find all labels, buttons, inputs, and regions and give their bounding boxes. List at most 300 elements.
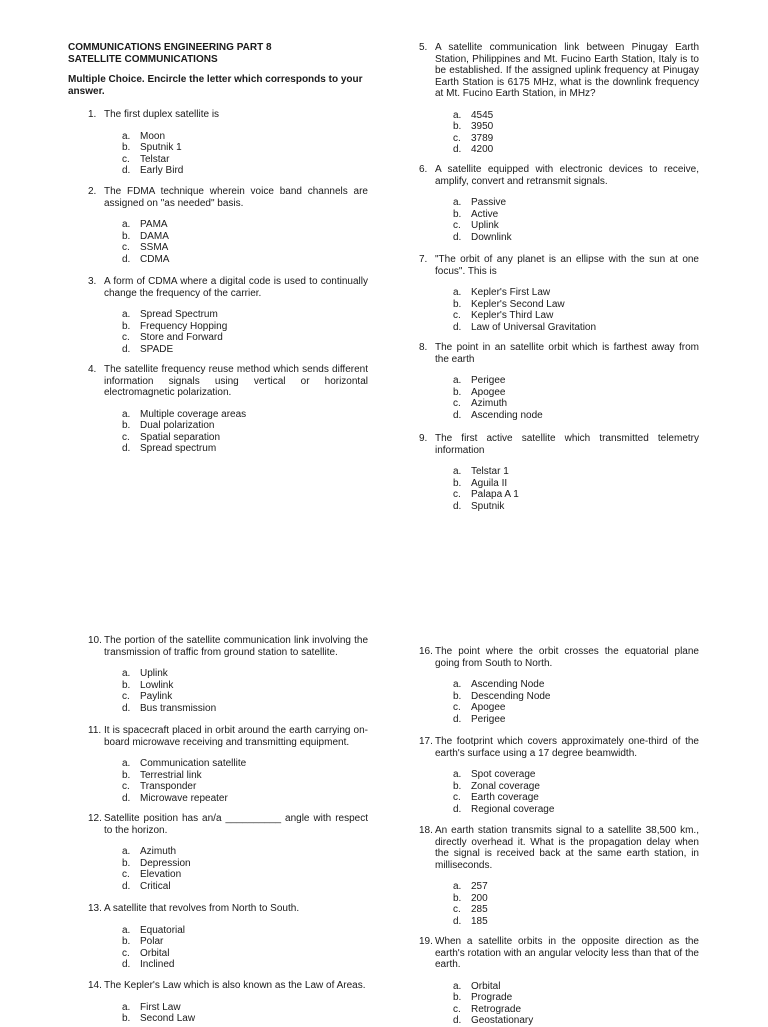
answer-option[interactable]	[122, 409, 368, 421]
question-text: It is spacecraft placed in orbit around the earth carrying on-board microwave receiving and transmitting equipment.	[104, 725, 368, 748]
answer-option[interactable]	[453, 916, 699, 928]
answer-option[interactable]	[453, 792, 699, 804]
answer-options	[453, 881, 699, 927]
option-text: 285	[471, 904, 488, 915]
answer-option[interactable]	[453, 804, 699, 816]
answer-options	[122, 309, 368, 355]
option-text: Kepler's Second Law	[471, 298, 565, 310]
question-stem	[419, 825, 699, 871]
option-text: Moon	[140, 130, 166, 142]
option-text: Ascending node	[471, 409, 543, 421]
answer-option[interactable]	[453, 1015, 699, 1027]
option-text: Sputnik 1	[140, 142, 182, 153]
answer-option[interactable]	[122, 344, 368, 356]
answer-option[interactable]	[453, 133, 699, 145]
answer-option[interactable]	[122, 309, 368, 321]
question-number: 16.	[419, 646, 433, 657]
question-16	[419, 646, 699, 725]
answer-option[interactable]	[122, 781, 368, 793]
answer-option[interactable]	[122, 948, 368, 960]
option-text: Perigee	[471, 713, 506, 725]
option-letter: b.	[453, 386, 462, 398]
option-text: Multiple coverage areas	[140, 408, 247, 420]
option-letter: d.	[122, 702, 131, 714]
option-letter: c.	[453, 1003, 461, 1015]
answer-option[interactable]	[453, 375, 699, 387]
question-number: 14.	[88, 980, 102, 991]
question-17	[419, 736, 699, 815]
option-letter: a.	[453, 980, 462, 992]
answer-options	[453, 981, 699, 1027]
answer-option[interactable]	[453, 144, 699, 156]
answer-option[interactable]	[122, 443, 368, 455]
option-letter: d.	[453, 500, 462, 512]
answer-options	[453, 375, 699, 421]
question-text: "The orbit of any planet is an ellipse with the sun at one focus". This is	[435, 254, 699, 277]
option-text: Apogee	[471, 702, 506, 713]
question-text: An earth station transmits signal to a satellite 38,500 km., directly overhead it. What is the propagation delay when the signal is received back at the same earth station, in milliseconds.	[435, 825, 699, 871]
answer-option[interactable]	[453, 121, 699, 133]
option-letter: d.	[122, 880, 131, 892]
document-title: COMMUNICATIONS ENGINEERING PART 8	[68, 42, 272, 53]
question-19	[419, 936, 699, 1027]
option-letter: b.	[122, 1013, 131, 1024]
question-stem	[419, 254, 699, 277]
question-stem	[88, 980, 368, 992]
option-letter: c.	[453, 792, 461, 803]
question-stem	[88, 635, 368, 658]
answer-options	[122, 409, 368, 455]
option-text: Perigee	[471, 375, 506, 386]
option-letter: b.	[453, 121, 462, 132]
option-letter: d.	[453, 409, 462, 421]
question-stem	[419, 736, 699, 759]
question-number: 18.	[419, 825, 433, 836]
option-letter: b.	[122, 320, 131, 332]
question-number: 8.	[419, 342, 428, 353]
option-letter: a.	[122, 130, 131, 142]
option-text: SSMA	[140, 242, 169, 253]
option-letter: c.	[122, 947, 130, 959]
option-letter: c.	[453, 904, 461, 915]
option-letter: c.	[122, 332, 130, 343]
question-number: 19.	[419, 936, 433, 947]
page-header	[68, 42, 368, 97]
option-letter: a.	[453, 287, 462, 298]
answer-option[interactable]	[453, 410, 699, 422]
option-letter: b.	[453, 992, 462, 1003]
question-text: A satellite communication link between Pinugay Earth Station, Philippines and Mt. Fucino Earth Station, Italy is to be established. If the assigned uplink frequency at Pinugay Earth Station is 6175 MHz, what is the downlink frequency at Mt. Fucino Earth Station, in MHz?	[435, 42, 699, 99]
answer-options	[122, 219, 368, 265]
answer-option[interactable]	[122, 142, 368, 154]
option-letter: b.	[122, 936, 131, 947]
option-text: Spread Spectrum	[140, 309, 218, 320]
option-text: Zonal coverage	[471, 780, 540, 792]
option-text: Spread spectrum	[140, 443, 217, 454]
question-stem	[88, 813, 368, 836]
answer-option[interactable]	[122, 881, 368, 893]
option-text: Transponder	[140, 781, 197, 792]
option-text: Descending Node	[471, 690, 551, 702]
option-letter: a.	[453, 466, 462, 477]
option-letter: d.	[122, 165, 131, 176]
option-letter: b.	[122, 857, 131, 869]
option-letter: b.	[453, 690, 462, 702]
option-text: 200	[471, 892, 488, 904]
answer-option[interactable]	[122, 154, 368, 166]
option-letter: c.	[453, 702, 461, 713]
option-text: Passive	[471, 197, 507, 208]
option-text: Orbital	[140, 947, 170, 959]
answer-option[interactable]	[122, 1002, 368, 1014]
question-text: The first active satellite which transmitted telemetry information	[435, 433, 699, 456]
answer-option[interactable]	[453, 904, 699, 916]
answer-option[interactable]	[122, 668, 368, 680]
option-letter: c.	[453, 310, 461, 321]
option-text: Bus transmission	[140, 702, 217, 714]
answer-options	[122, 758, 368, 804]
answer-option[interactable]	[453, 110, 699, 122]
answer-option[interactable]	[122, 321, 368, 333]
option-text: Orbital	[471, 980, 501, 992]
option-letter: c.	[122, 242, 130, 253]
question-9	[419, 433, 699, 512]
answer-option[interactable]	[453, 893, 699, 905]
option-letter: b.	[453, 298, 462, 310]
option-text: Telstar 1	[471, 466, 509, 477]
answer-option[interactable]	[122, 936, 368, 948]
option-text: Frequency Hopping	[140, 320, 228, 332]
option-letter: d.	[453, 713, 462, 725]
option-letter: c.	[122, 431, 130, 443]
question-4	[88, 364, 368, 455]
question-text: The portion of the satellite communication link involving the transmission of traffic from ground station to satellite.	[104, 635, 368, 658]
instructions: Multiple Choice. Encircle the letter which corresponds to your answer.	[68, 74, 363, 97]
option-letter: a.	[122, 219, 131, 230]
option-text: Uplink	[140, 668, 168, 679]
option-letter: b.	[453, 477, 462, 489]
question-number: 12.	[88, 813, 102, 824]
option-letter: c.	[453, 220, 461, 231]
document-subtitle: SATELLITE COMMUNICATIONS	[68, 53, 218, 65]
option-text: Equatorial	[140, 924, 186, 936]
answer-options	[122, 925, 368, 971]
answer-option[interactable]	[122, 165, 368, 177]
answer-option[interactable]	[122, 242, 368, 254]
question-2	[88, 186, 368, 265]
option-letter: c.	[453, 132, 461, 144]
option-text: Azimuth	[471, 398, 508, 409]
option-letter: a.	[453, 109, 462, 121]
question-stem	[88, 903, 368, 915]
option-text: Critical	[140, 880, 171, 892]
answer-option[interactable]	[453, 1004, 699, 1016]
option-text: Sputnik	[471, 500, 505, 512]
answer-option[interactable]	[122, 959, 368, 971]
option-letter: d.	[122, 792, 131, 804]
option-letter: c.	[122, 869, 130, 880]
option-letter: a.	[122, 924, 131, 936]
option-text: Terrestrial link	[140, 769, 202, 781]
option-text: Kepler's Third Law	[471, 310, 554, 321]
option-text: Prograde	[471, 992, 513, 1003]
answer-options	[453, 110, 699, 156]
answer-option[interactable]	[122, 846, 368, 858]
option-text: Ascending Node	[471, 679, 545, 690]
question-text: The footprint which covers approximately one-third of the earth's surface using a 17 degree beamwidth.	[435, 736, 699, 759]
option-text: Regional coverage	[471, 803, 555, 815]
answer-options	[122, 668, 368, 714]
option-text: Elevation	[140, 869, 182, 880]
option-text: Palapa A 1	[471, 489, 519, 500]
answer-option[interactable]	[122, 758, 368, 770]
option-text: 3789	[471, 132, 494, 144]
option-letter: b.	[122, 769, 131, 781]
option-text: Lowlink	[140, 679, 174, 691]
question-number: 10.	[88, 635, 102, 646]
option-text: Kepler's First Law	[471, 287, 551, 298]
answer-option[interactable]	[122, 691, 368, 703]
question-5	[419, 42, 699, 156]
option-letter: a.	[122, 408, 131, 420]
answer-option[interactable]	[453, 769, 699, 781]
option-text: Microwave repeater	[140, 792, 228, 804]
option-text: Law of Universal Gravitation	[471, 321, 597, 333]
answer-option[interactable]	[453, 220, 699, 232]
question-text: Satellite position has an/a __________ angle with respect to the horizon.	[104, 813, 368, 836]
answer-option[interactable]	[453, 992, 699, 1004]
option-text: Spot coverage	[471, 769, 536, 780]
answer-option[interactable]	[122, 703, 368, 715]
answer-option[interactable]	[122, 420, 368, 432]
answer-option[interactable]	[122, 332, 368, 344]
option-letter: a.	[453, 375, 462, 386]
answer-option[interactable]	[453, 478, 699, 490]
option-letter: b.	[453, 780, 462, 792]
option-text: 3950	[471, 121, 494, 132]
answer-option[interactable]	[453, 197, 699, 209]
option-letter: d.	[122, 959, 131, 970]
answer-options	[122, 131, 368, 177]
option-text: PAMA	[140, 219, 168, 230]
option-text: Paylink	[140, 691, 173, 702]
question-stem	[419, 646, 699, 669]
question-stem	[88, 725, 368, 748]
question-text: A satellite equipped with electronic devices to receive, amplify, convert and retransmit signals.	[435, 164, 699, 187]
answer-option[interactable]	[453, 287, 699, 299]
question-stem	[419, 936, 699, 971]
answer-option[interactable]	[122, 131, 368, 143]
answer-options	[122, 1002, 368, 1025]
question-text: The point in an satellite orbit which is farthest away from the earth	[435, 342, 699, 365]
option-letter: d.	[122, 253, 131, 265]
answer-option[interactable]	[122, 219, 368, 231]
option-letter: c.	[122, 691, 130, 702]
answer-option[interactable]	[453, 981, 699, 993]
question-text: The satellite frequency reuse method which sends different information signals using vertical or horizontal electromagnetic polarization.	[104, 364, 368, 398]
answer-option[interactable]	[453, 501, 699, 513]
answer-option[interactable]	[122, 770, 368, 782]
question-stem	[88, 276, 368, 299]
option-text: 185	[471, 915, 488, 927]
answer-option[interactable]	[453, 387, 699, 399]
option-text: Retrograde	[471, 1003, 522, 1015]
question-text: The Kepler's Law which is also known as the Law of Areas.	[104, 980, 366, 991]
option-text: Apogee	[471, 386, 506, 398]
answer-option[interactable]	[122, 1013, 368, 1025]
option-letter: b.	[453, 892, 462, 904]
option-text: Downlink	[471, 231, 512, 243]
answer-options	[453, 769, 699, 815]
option-text: Spatial separation	[140, 431, 221, 443]
option-text: Active	[471, 208, 499, 220]
option-text: 4545	[471, 109, 494, 121]
option-letter: a.	[453, 197, 462, 208]
question-stem	[419, 164, 699, 187]
option-letter: b.	[122, 420, 131, 431]
option-letter: a.	[122, 758, 131, 769]
question-3	[88, 276, 368, 355]
question-stem	[88, 364, 368, 399]
answer-options	[453, 679, 699, 725]
option-letter: d.	[453, 321, 462, 333]
question-number: 4.	[88, 364, 97, 375]
question-stem	[419, 342, 699, 365]
option-text: Store and Forward	[140, 332, 223, 343]
answer-options	[122, 846, 368, 892]
option-letter: c.	[453, 398, 461, 409]
option-letter: c.	[122, 153, 130, 165]
question-number: 6.	[419, 164, 428, 175]
option-text: Uplink	[471, 220, 499, 231]
option-letter: b.	[122, 230, 131, 242]
option-letter: c.	[122, 781, 130, 792]
question-number: 5.	[419, 42, 428, 53]
option-text: First Law	[140, 1001, 181, 1013]
option-letter: d.	[453, 144, 462, 155]
option-text: Dual polarization	[140, 420, 215, 431]
question-number: 1.	[88, 109, 97, 120]
option-letter: a.	[122, 1001, 131, 1013]
option-text: SPADE	[140, 343, 174, 355]
option-letter: b.	[453, 208, 462, 220]
question-14	[88, 980, 368, 1025]
answer-option[interactable]	[453, 702, 699, 714]
option-letter: d.	[122, 443, 131, 454]
question-text: A satellite that revolves from North to South.	[104, 903, 300, 914]
answer-option[interactable]	[122, 869, 368, 881]
option-letter: a.	[453, 769, 462, 780]
question-13	[88, 903, 368, 971]
answer-option[interactable]	[453, 299, 699, 311]
question-number: 2.	[88, 186, 97, 197]
question-1	[88, 109, 368, 177]
option-letter: b.	[122, 679, 131, 691]
option-text: Telstar	[140, 153, 170, 165]
option-text: Early Bird	[140, 165, 184, 176]
answer-option[interactable]	[453, 691, 699, 703]
option-letter: a.	[453, 679, 462, 690]
question-number: 17.	[419, 736, 433, 747]
option-letter: d.	[122, 343, 131, 355]
option-letter: d.	[453, 803, 462, 815]
question-text: When a satellite orbits in the opposite direction as the earth's rotation with an angular velocity less than that of the earth.	[435, 936, 699, 970]
question-18	[419, 825, 699, 927]
question-number: 13.	[88, 903, 102, 914]
answer-option[interactable]	[122, 231, 368, 243]
answer-options	[453, 197, 699, 243]
question-10	[88, 635, 368, 714]
option-letter: d.	[453, 915, 462, 927]
option-text: Second Law	[140, 1013, 196, 1024]
option-text: 4200	[471, 144, 494, 155]
question-number: 7.	[419, 254, 428, 265]
answer-option[interactable]	[122, 793, 368, 805]
answer-option[interactable]	[122, 254, 368, 266]
option-text: Aguila II	[471, 477, 508, 489]
question-text: A form of CDMA where a digital code is used to continually change the frequency of the carrier.	[104, 276, 368, 299]
answer-option[interactable]	[453, 310, 699, 322]
option-text: DAMA	[140, 230, 169, 242]
option-letter: d.	[453, 1015, 462, 1026]
question-stem	[88, 109, 368, 121]
answer-option[interactable]	[122, 858, 368, 870]
option-text: 257	[471, 881, 488, 892]
option-letter: c.	[453, 489, 461, 500]
question-stem	[419, 42, 699, 100]
option-text: Azimuth	[140, 846, 177, 857]
option-letter: a.	[122, 309, 131, 320]
question-7	[419, 254, 699, 333]
answer-option[interactable]	[453, 489, 699, 501]
option-text: Geostationary	[471, 1015, 534, 1026]
question-8	[419, 342, 699, 421]
option-text: Earth coverage	[471, 792, 539, 803]
question-text: The point where the orbit crosses the equatorial plane going from South to North.	[435, 646, 699, 669]
answer-option[interactable]	[122, 680, 368, 692]
answer-option[interactable]	[453, 466, 699, 478]
answer-option[interactable]	[453, 781, 699, 793]
answer-option[interactable]	[453, 322, 699, 334]
option-text: Depression	[140, 857, 191, 869]
option-letter: d.	[453, 231, 462, 243]
option-text: Inclined	[140, 959, 175, 970]
answer-option[interactable]	[122, 925, 368, 937]
option-letter: a.	[122, 668, 131, 679]
question-stem	[419, 433, 699, 456]
option-text: CDMA	[140, 253, 170, 265]
answer-option[interactable]	[453, 232, 699, 244]
answer-option[interactable]	[453, 714, 699, 726]
answer-options	[453, 287, 699, 333]
answer-option[interactable]	[453, 209, 699, 221]
answer-option[interactable]	[453, 881, 699, 893]
question-number: 3.	[88, 276, 97, 287]
question-11	[88, 725, 368, 804]
question-text: The FDMA technique wherein voice band channels are assigned on "as needed" basis.	[104, 186, 368, 209]
option-text: Polar	[140, 936, 164, 947]
question-number: 11.	[88, 725, 102, 736]
answer-option[interactable]	[453, 398, 699, 410]
question-12	[88, 813, 368, 892]
option-letter: a.	[122, 846, 131, 857]
option-letter: a.	[453, 881, 462, 892]
option-text: Communication satellite	[140, 758, 247, 769]
answer-option[interactable]	[122, 432, 368, 444]
question-text: The first duplex satellite is	[104, 109, 220, 120]
option-letter: b.	[122, 142, 131, 153]
answer-option[interactable]	[453, 679, 699, 691]
